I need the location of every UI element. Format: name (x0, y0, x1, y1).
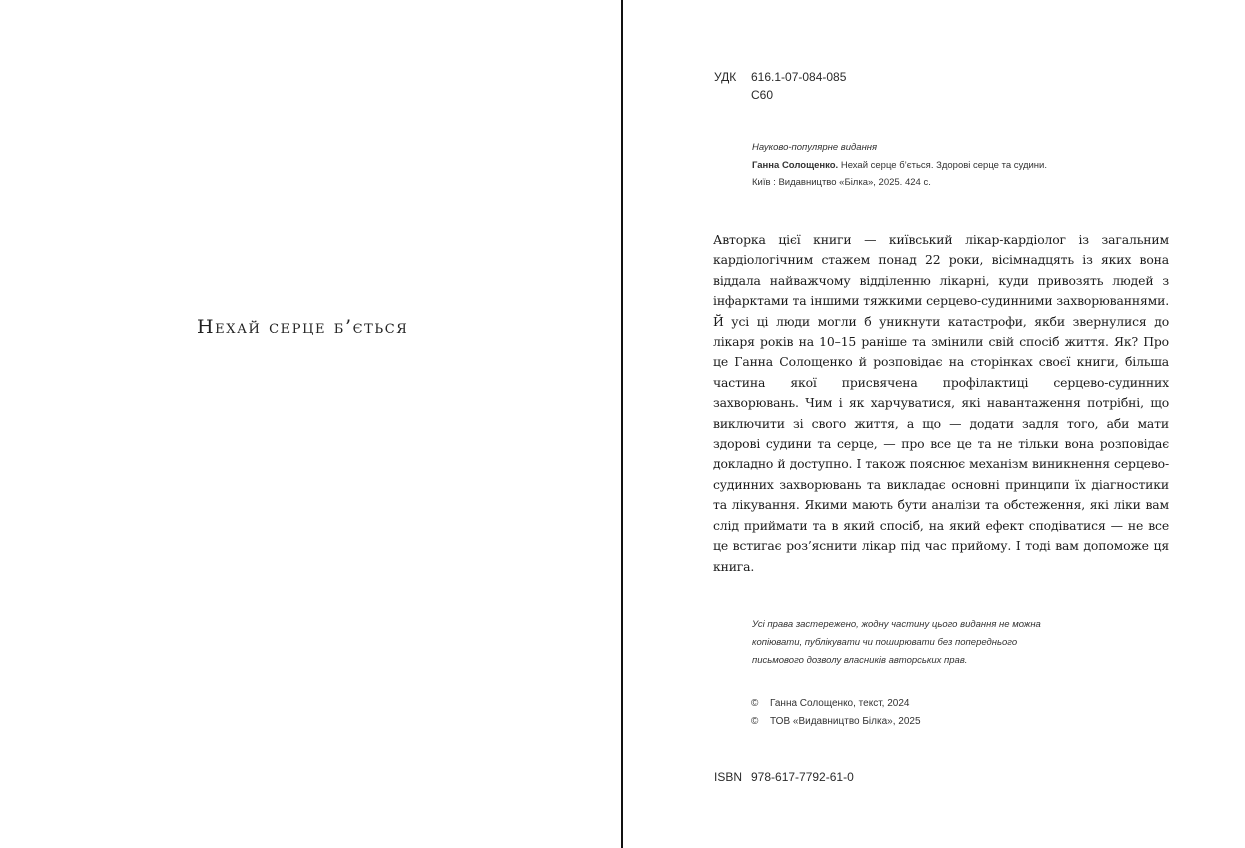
bbk-code: С60 (751, 88, 774, 102)
copyright-line (751, 716, 921, 727)
udc-label: УДК (714, 70, 737, 84)
book-annotation: Авторка цієї книги — київський лікар-кардіолог із загальним кардіологічним стажем понад 22 роки, вісімнадцять із яких вона віддала найважчому відділенню лікарні, куди привозять людей з інфарктами та іншими тяжкими серцево-судинними захворюваннями. Й усі ці люди могли б уникнути катастрофи, якби звернулися до лікаря років на 10–15 раніше та змінили свій спосіб життя. Як? Про це Ганна Солощенко й розповідає на сторінках своєї книги, більша частина якої присвячена профілактиці серцево-судинних захворювань. Чим і як харчуватися, які навантаження потрібні, що виключити зі свого життя, а що — додати задля того, аби мати здорові судини та серце, — про все це та не тільки вона розповідає докладно й доступно. І також пояснює механізм виникнення серцево-судинних захворювань та викладає основні принципи їх діагностики та лікування. Якими мають бути аналізи та обстеження, які ліки вам слід приймати та в який спосіб, на який ефект сподіватися — не все це встигає роз’яснити лікар під час прийому. І тоді вам допоможе ця книга. (713, 232, 1169, 574)
left-page (0, 0, 621, 848)
catalog-author: Ганна Солощенко. (752, 160, 839, 171)
catalog-publication-line: Київ : Видавництво «Білка», 2025. 424 с. (752, 177, 931, 188)
catalog-title: Нехай серце б’ється. Здорові серце та судини. (838, 160, 1047, 171)
copyright-symbol: © (751, 698, 759, 709)
copyright-line (751, 698, 909, 709)
udc-code: 616.1-07-084-085 (751, 70, 847, 84)
copyright-text: ТОВ «Видавництво Білка», 2025 (770, 716, 921, 727)
isbn-label: ISBN (714, 770, 743, 784)
copyright-symbol: © (751, 716, 759, 727)
rights-notice: Усі права застережено, жодну частину цього видання не можна копіювати, публікувати чи поширювати без попереднього письмового дозволу власників авторських прав. (752, 619, 1041, 666)
half-title: Нехай серце б’ється (197, 316, 409, 338)
copyright-text: Ганна Солощенко, текст, 2024 (770, 698, 910, 709)
imprint-page (623, 0, 1245, 848)
catalog-record-title (752, 160, 1047, 171)
isbn-number: 978-617-7792-61-0 (751, 770, 854, 784)
edition-kind: Науково-популярне видання (752, 142, 878, 153)
